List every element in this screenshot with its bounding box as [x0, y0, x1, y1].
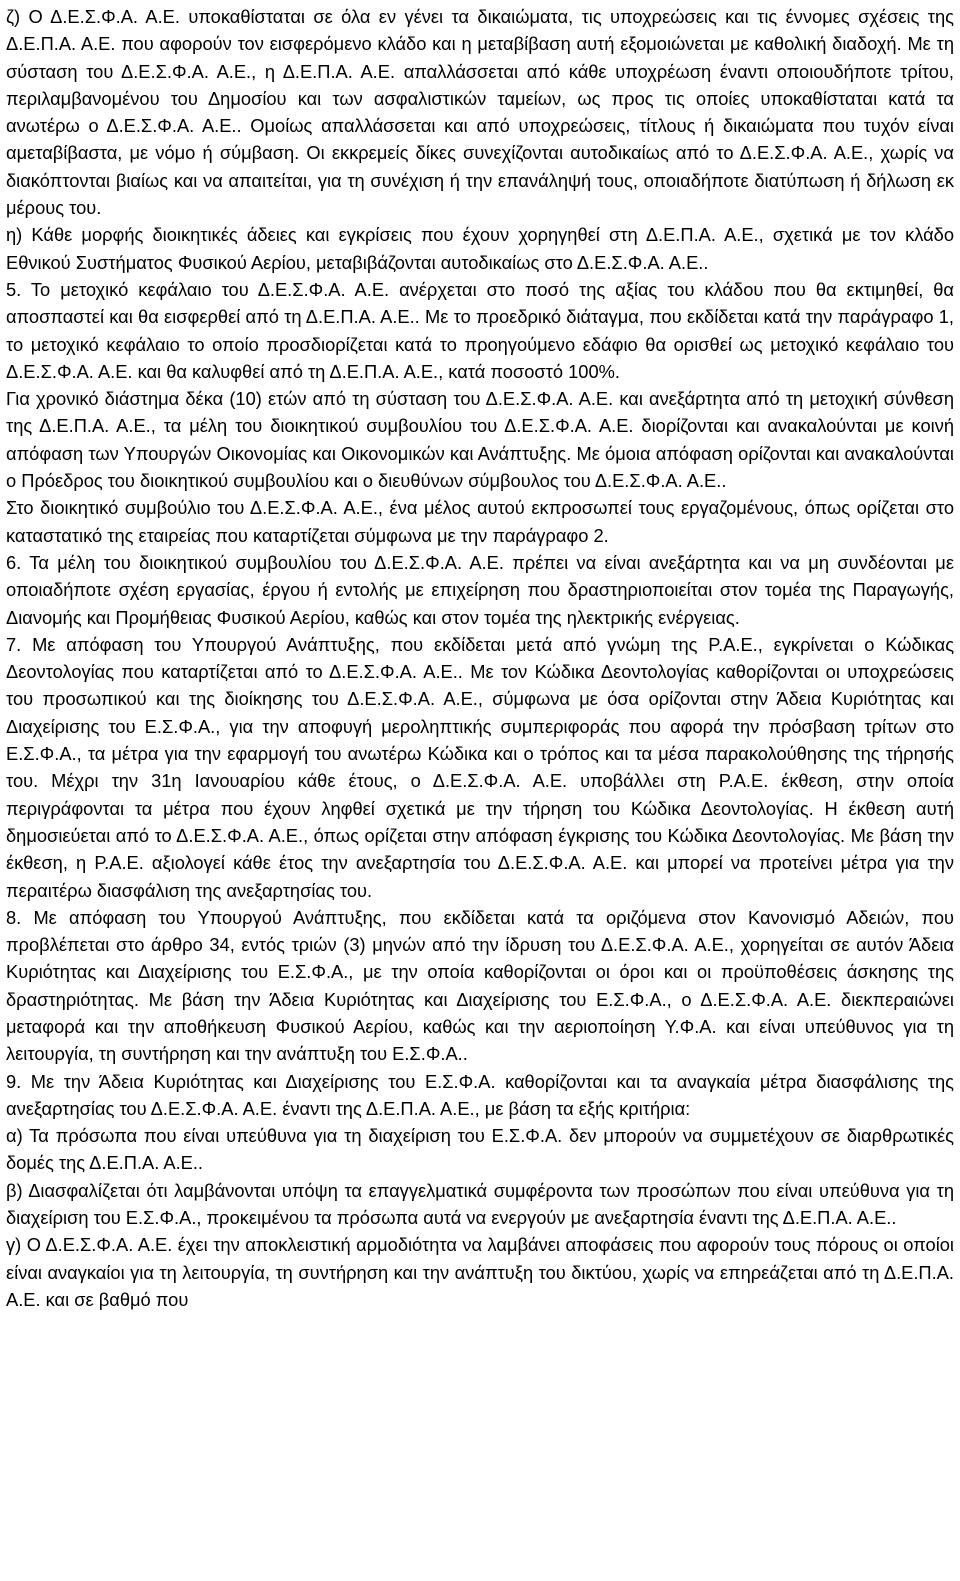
paragraph-board-appointment: Για χρονικό διάστημα δέκα (10) ετών από τη σύσταση του Δ.Ε.Σ.Φ.Α. Α.Ε. και ανεξάρτητα από τη μετοχική σύνθεση της Δ.Ε.Π.Α. Α.Ε., τα μέλη του διοικητικού συμβουλίου του Δ.Ε.Σ.Φ.Α. Α.Ε. διορίζονται και ανακαλούνται με κοινή απόφαση των Υπουργών Οικονομίας και Οικονομικών και Ανάπτυξης. Με όμοια απόφαση ορίζονται και ανακαλούνται ο Πρόεδρος του διοικητικού συμβουλίου και ο διευθύνων σύμβουλος του Δ.Ε.Σ.Φ.Α. Α.Ε.. [6, 388, 954, 492]
paragraph-7: 7. Με απόφαση του Υπουργού Ανάπτυξης, που εκδίδεται μετά από γνώμη της Ρ.Α.Ε., εγκρίνεται ο Κώδικας Δεοντολογίας που καταρτίζεται από το Δ.Ε.Σ.Φ.Α. Α.Ε.. Με τον Κώδικα Δεοντολογίας καθορίζονται οι υποχρεώσεις του προσωπικού και της διοίκησης του Δ.Ε.Σ.Φ.Α. Α.Ε., σύμφωνα με όσα ορίζονται στην Άδεια Κυριότητας και Διαχείρισης του Ε.Σ.Φ.Α., για την αποφυγή μεροληπτικής συμπεριφοράς που αφορά την πρόσβαση τρίτων στο Ε.Σ.Φ.Α., τα μέτρα για την εφαρμογή του ανωτέρω Κώδικα και ο τρόπος και τα μέσα παρακολούθησης της τήρησής του. Μέχρι την 31η Ιανουαρίου κάθε έτους, ο Δ.Ε.Σ.Φ.Α. Α.Ε. υποβάλλει στη Ρ.Α.Ε. έκθεση, στην οποία περιγράφονται τα μέτρα που έχουν ληφθεί σχετικά με την τήρηση του Κώδικα Δεοντολογίας. Η έκθεση αυτή δημοσιεύεται από το Δ.Ε.Σ.Φ.Α. Α.Ε., όπως ορίζεται στην απόφαση έγκρισης του Κώδικα Δεοντολογίας. Με βάση την έκθεση, η Ρ.Α.Ε. αξιολογεί κάθε έτος την ανεξαρτησία του Δ.Ε.Σ.Φ.Α. Α.Ε. και μπορεί να προτείνει μέτρα για την περαιτέρω διασφάλιση της ανεξαρτησίας του. [6, 633, 954, 901]
paragraph-eta: η) Κάθε μορφής διοικητικές άδειες και εγκρίσεις που έχουν χορηγηθεί στη Δ.Ε.Π.Α. Α.Ε., σχετικά με τον κλάδο Εθνικού Συστήματος Φυσικού Αερίου, μεταβιβάζονται αυτοδικαίως στο Δ.Ε.Σ.Φ.Α. Α.Ε.. [6, 224, 954, 273]
paragraph-6: 6. Τα μέλη του διοικητικού συμβουλίου του Δ.Ε.Σ.Φ.Α. Α.Ε. πρέπει να είναι ανεξάρτητα και να μη συνδέονται με οποιαδήποτε σχέση εργασίας, έργου ή εντολής με επιχείρηση που δραστηριοποιείται στον τομέα της Παραγωγής, Διανομής και Προμήθειας Φυσικού Αερίου, καθώς και στον τομέα της ηλεκτρικής ενέργειας. [6, 551, 954, 628]
paragraph-9-beta: β) Διασφαλίζεται ότι λαμβάνονται υπόψη τα επαγγελματικά συμφέροντα των προσώπων που είναι υπεύθυνα για τη διαχείριση του Ε.Σ.Φ.Α., προκειμένου τα πρόσωπα αυτά να ενεργούν με ανεξαρτησία έναντι της Δ.Ε.Π.Α. Α.Ε.. [6, 1179, 954, 1229]
paragraph-employee-representative: Στο διοικητικό συμβούλιο του Δ.Ε.Σ.Φ.Α. Α.Ε., ένα μέλος αυτού εκπροσωπεί τους εργαζομένους, όπως ορίζεται στο καταστατικό της εταιρείας που καταρτίζεται σύμφωνα με την παράγραφο 2. [6, 497, 954, 546]
paragraph-8: 8. Με απόφαση του Υπουργού Ανάπτυξης, που εκδίδεται κατά τα οριζόμενα στον Κανονισμό Αδειών, που προβλέπεται στο άρθρο 34, εντός τριών (3) μηνών από την ίδρυση του Δ.Ε.Σ.Φ.Α. Α.Ε., χορηγείται σε αυτόν Άδεια Κυριότητας και Διαχείρισης του Ε.Σ.Φ.Α., με την οποία καθορίζονται οι όροι και οι προϋποθέσεις άσκησης της δραστηριότητας. Με βάση την Άδεια Κυριότητας και Διαχείρισης του Ε.Σ.Φ.Α., ο Δ.Ε.Σ.Φ.Α. Α.Ε. διεκπεραιώνει μεταφορά και την αποθήκευση Φυσικού Αερίου, καθώς και την αεριοποίηση Υ.Φ.Α. και είναι υπεύθυνος για τη λειτουργία, τη συντήρηση και την ανάπτυξη του Ε.Σ.Φ.Α.. [6, 906, 954, 1065]
paragraph-9-gamma: γ) Ο Δ.Ε.Σ.Φ.Α. Α.Ε. έχει την αποκλειστική αρμοδιότητα να λαμβάνει αποφάσεις που αφορούν τους πόρους οι οποίοι είναι αναγκαίοι για τη λειτουργία, τη συντήρηση και την ανάπτυξη του δικτύου, χωρίς να επηρεάζεται από τη Δ.Ε.Π.Α. Α.Ε. και σε βαθμό που [6, 1234, 954, 1310]
paragraph-9-alpha: α) Τα πρόσωπα που είναι υπεύθυνα για τη διαχείριση του Ε.Σ.Φ.Α. δεν μπορούν να συμμετέχουν σε διαρθρωτικές δομές της Δ.Ε.Π.Α. Α.Ε.. [6, 1125, 954, 1174]
paragraph-5: 5. Το μετοχικό κεφάλαιο του Δ.Ε.Σ.Φ.Α. Α.Ε. ανέρχεται στο ποσό της αξίας του κλάδου που θα εκτιμηθεί, θα αποσπαστεί και θα εισφερθεί από τη Δ.Ε.Π.Α. Α.Ε.. Με το προεδρικό διάταγμα, που εκδίδεται κατά την παράγραφο 1, το μετοχικό κεφάλαιο το οποίο προσδιορίζεται κατά το προηγούμενο εδάφιο θα ορισθεί ως μετοχικό κεφάλαιο του Δ.Ε.Σ.Φ.Α. Α.Ε. και θα καλυφθεί από τη Δ.Ε.Π.Α. Α.Ε., κατά ποσοστό 100%. [6, 278, 954, 382]
paragraph-zeta: ζ) Ο Δ.Ε.Σ.Φ.Α. Α.Ε. υποκαθίσταται σε όλα εν γένει τα δικαιώματα, τις υποχρεώσεις και τις έννομες σχέσεις της Δ.Ε.Π.Α. Α.Ε. που αφορούν τον εισφερόμενο κλάδο και η μεταβίβαση αυτή εξομοιώνεται με καθολική διαδοχή. Με τη σύσταση του Δ.Ε.Σ.Φ.Α. Α.Ε., η Δ.Ε.Π.Α. Α.Ε. απαλλάσσεται από κάθε υποχρέωση έναντι οποιουδήποτε τρίτου, περιλαμβανομένου του Δημοσίου και των ασφαλιστικών ταμείων, ως προς τις οποίες υποκαθίσταται κατά τα ανωτέρω ο Δ.Ε.Σ.Φ.Α. Α.Ε.. Ομοίως απαλλάσσεται και από υποχρεώσεις, τίτλους ή δικαιώματα που τυχόν είναι αμεταβίβαστα, με νόμο ή σύμβαση. Οι εκκρεμείς δίκες συνεχίζονται αυτοδικαίως από το Δ.Ε.Σ.Φ.Α. Α.Ε., χωρίς να διακόπτονται βιαίως και να απαιτείται, για τη συνέχιση ή την επανάληψή τους, οποιαδήποτε διατύπωση ή δήλωση εκ μέρους του. [6, 6, 954, 219]
paragraph-9: 9. Με την Άδεια Κυριότητας και Διαχείρισης του Ε.Σ.Φ.Α. καθορίζονται και τα αναγκαία μέτρα διασφάλισης της ανεξαρτησίας του Δ.Ε.Σ.Φ.Α. Α.Ε. έναντι της Δ.Ε.Π.Α. Α.Ε., με βάση τα εξής κριτήρια: [6, 1070, 954, 1119]
